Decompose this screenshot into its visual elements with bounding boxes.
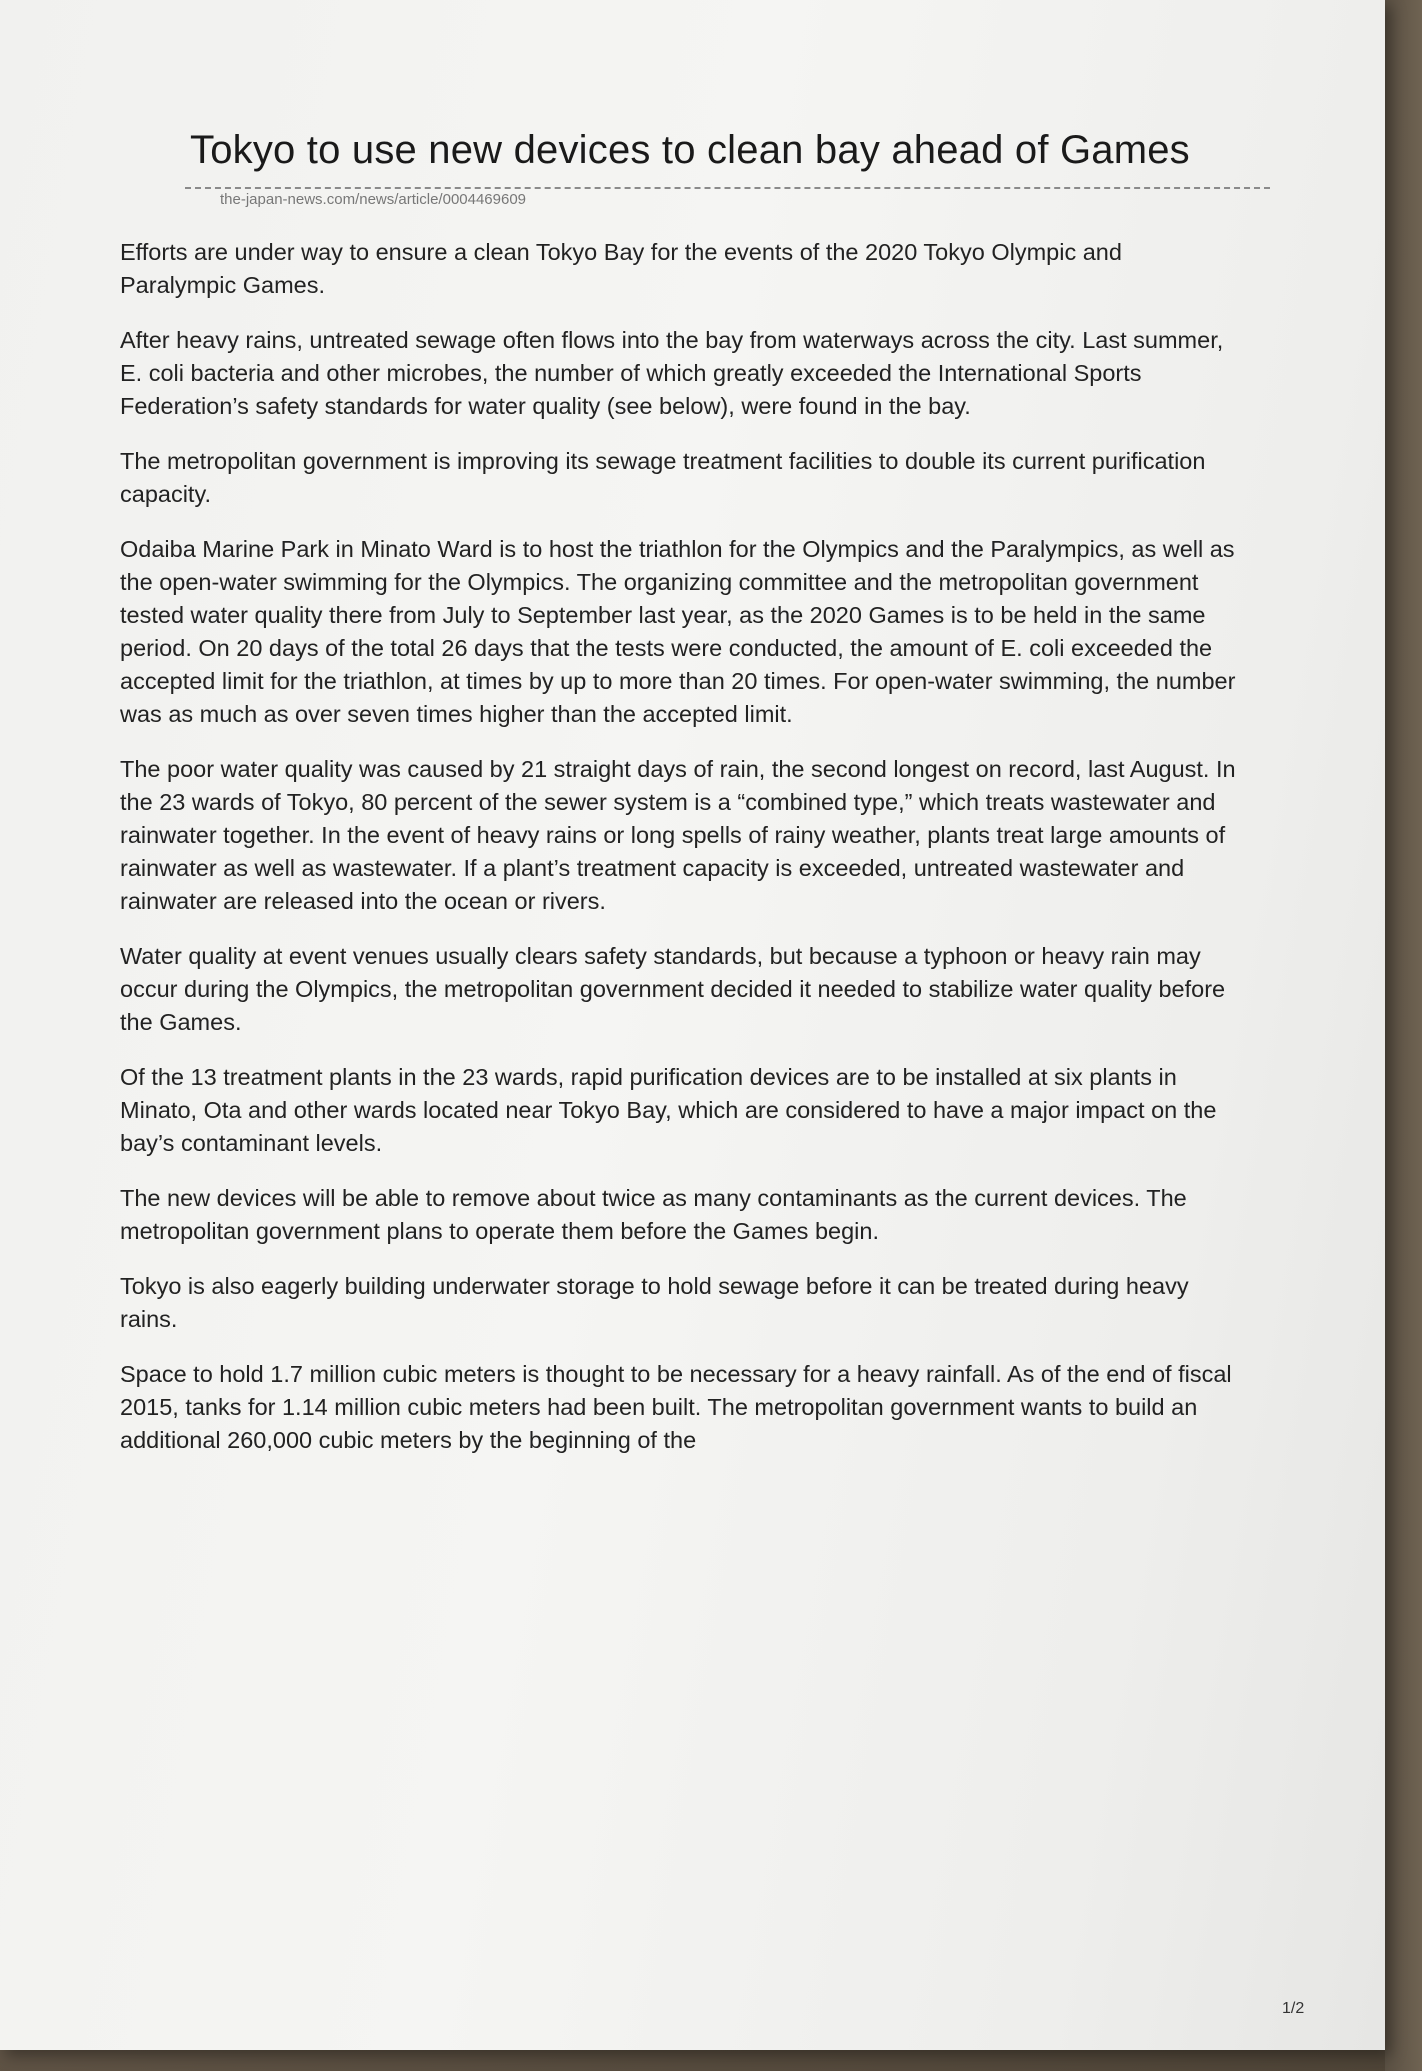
- paragraph-7: Of the 13 treatment plants in the 23 wards, rapid purification devices are to be installed at six plants in Minato, Ota and other wards located near Tokyo Bay, which are considered to have a major impact on the bay’s contaminant levels.: [120, 1064, 1217, 1156]
- background-edge: [1385, 0, 1422, 2071]
- paragraph-6: Water quality at event venues usually clears safety standards, but because a typhoon or heavy rain may occur during the Olympics, the metropolitan government decided it needed to stabilize water quality before the Games.: [120, 943, 1226, 1035]
- article-body: [120, 236, 1240, 1457]
- paragraph-10: Space to hold 1.7 million cubic meters is thought to be necessary for a heavy rainfall. As of the end of fiscal 2015, tanks for 1.14 million cubic meters had been built. The metropolitan government wants to build an additional 260,000 cubic meters by the beginning of the: [120, 1361, 1232, 1453]
- paragraph-9: Tokyo is also eagerly building underwater storage to hold sewage before it can be treated during heavy rains.: [120, 1273, 1189, 1332]
- page-title: Tokyo to use new devices to clean bay ahead of Games: [190, 128, 1190, 172]
- paragraph-2: After heavy rains, untreated sewage often flows into the bay from waterways across the city. Last summer, E. coli bacteria and other microbes, the number of which greatly exceeded the International Sports Federation’s safety standards for water quality (see below), were found in the bay.: [120, 327, 1224, 419]
- source-url: the-japan-news.com/news/article/0004469609: [220, 191, 527, 208]
- document-content: [120, 128, 1240, 1479]
- paragraph-5: The poor water quality was caused by 21 straight days of rain, the second longest on record, last August. In the 23 wards of Tokyo, 80 percent of the sewer system is a “combined type,” which treats wastewater and rainwater together. In the event of heavy rains or long spells of rainy weather, plants treat large amounts of rainwater as well as wastewater. If a plant’s treatment capacity is exceeded, untreated wastewater and rainwater are released into the ocean or rivers.: [120, 756, 1236, 914]
- paragraph-4: Odaiba Marine Park in Minato Ward is to host the triathlon for the Olympics and the Paralympics, as well as the open-water swimming for the Olympics. The organizing committee and the metropolitan government tested water quality there from July to September last year, as the 2020 Games is to be held in the same period. On 20 days of the total 26 days that the tests were conducted, the amount of E. coli exceeded the accepted limit for the triathlon, at times by up to more than 20 times. For open-water swimming, the number was as much as over seven times higher than the accepted limit.: [120, 536, 1236, 727]
- title-divider: [185, 187, 1270, 189]
- paragraph-8: The new devices will be able to remove about twice as many contaminants as the current devices. The metropolitan government plans to operate them before the Games begin.: [120, 1185, 1187, 1244]
- paragraph-1: Efforts are under way to ensure a clean Tokyo Bay for the events of the 2020 Tokyo Olympic and Paralympic Games.: [120, 239, 1122, 298]
- paragraph-3: The metropolitan government is improving its sewage treatment facilities to double its current purification capacity.: [120, 448, 1206, 507]
- page-number: 1/2: [1282, 2000, 1305, 2017]
